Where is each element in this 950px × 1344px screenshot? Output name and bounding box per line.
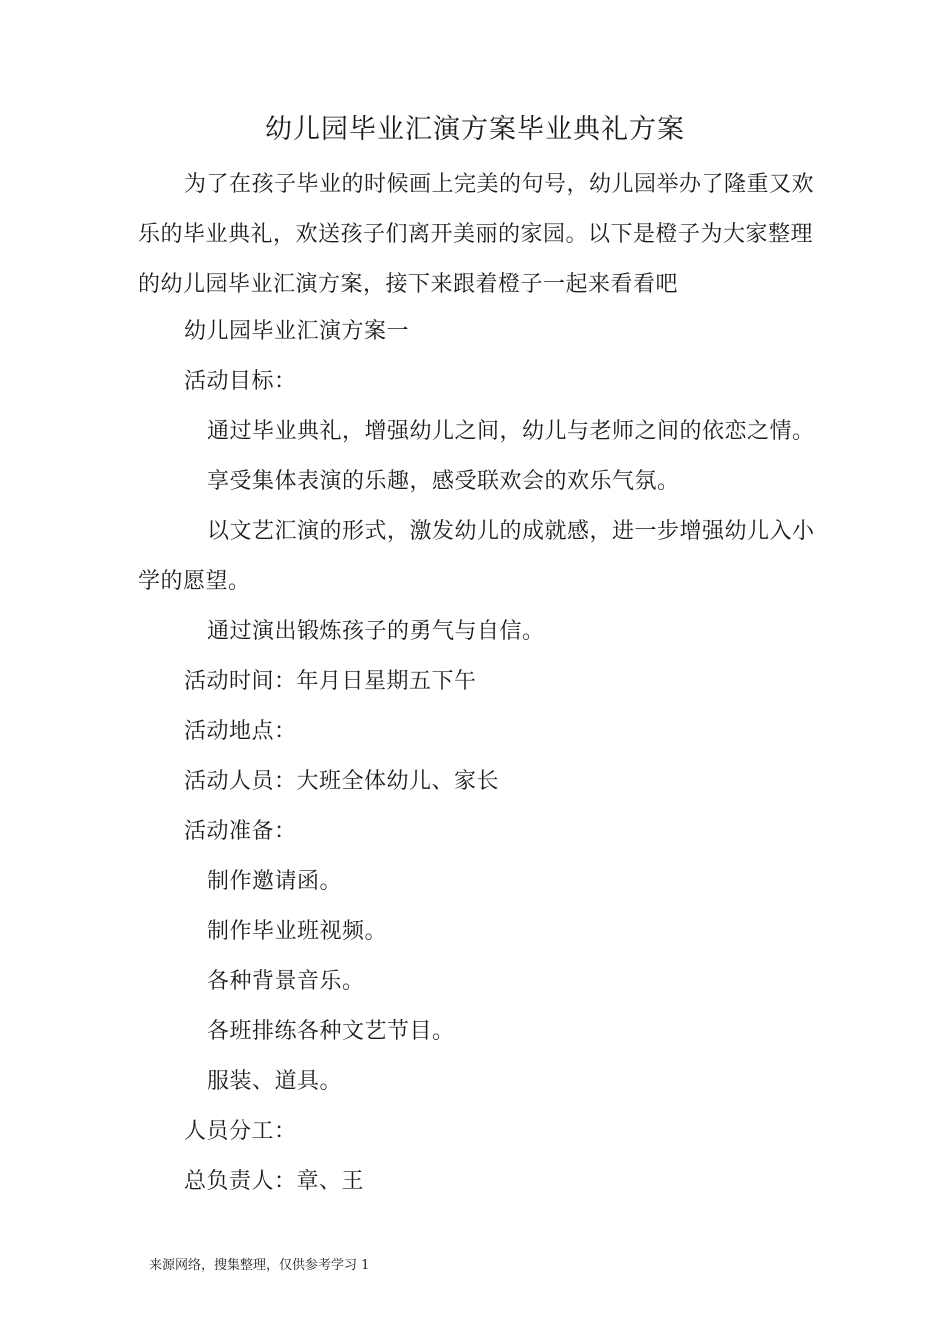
lead-person: 总负责人：章、王 bbox=[184, 1169, 365, 1194]
prep-item-1: 制作邀请函。 bbox=[207, 869, 343, 894]
goal-item-4: 通过演出锻炼孩子的勇气与自信。 bbox=[207, 619, 545, 644]
goals-label: 活动目标： bbox=[184, 369, 297, 394]
document-title: 幼儿园毕业汇演方案毕业典礼方案 bbox=[265, 114, 685, 145]
prep-item-3: 各种背景音乐。 bbox=[207, 969, 365, 994]
prep-item-5: 服装、道具。 bbox=[207, 1069, 343, 1094]
page-footer: 来源网络，搜集整理，仅供参考学习 1 bbox=[149, 1258, 370, 1273]
goal-item-2: 享受集体表演的乐趣，感受联欢会的欢乐气氛。 bbox=[207, 469, 680, 494]
activity-time: 活动时间：年月日星期五下午 bbox=[184, 669, 477, 694]
goal-item-1: 通过毕业典礼，增强幼儿之间，幼儿与老师之间的依恋之情。 bbox=[207, 419, 815, 444]
intro-paragraph: 为了在孩子毕业的时候画上完美的句号，幼儿园举办了隆重又欢乐的毕业典礼，欢送孩子们离开美丽的家园。以下是橙子为大家整理的幼儿园毕业汇演方案，接下来跟着橙子一起来看看吧 bbox=[138, 172, 815, 297]
prep-item-4: 各班排练各种文艺节目。 bbox=[207, 1019, 455, 1044]
prep-label: 活动准备： bbox=[184, 819, 297, 844]
activity-place: 活动地点： bbox=[184, 719, 297, 744]
prep-item-2: 制作毕业班视频。 bbox=[207, 919, 388, 944]
section-heading: 幼儿园毕业汇演方案一 bbox=[184, 319, 410, 344]
activity-people: 活动人员：大班全体幼儿、家长 bbox=[184, 769, 500, 794]
goal-item-3: 以文艺汇演的形式，激发幼儿的成就感，进一步增强幼儿入小学的愿望。 bbox=[138, 519, 815, 594]
division-label: 人员分工： bbox=[184, 1119, 297, 1144]
